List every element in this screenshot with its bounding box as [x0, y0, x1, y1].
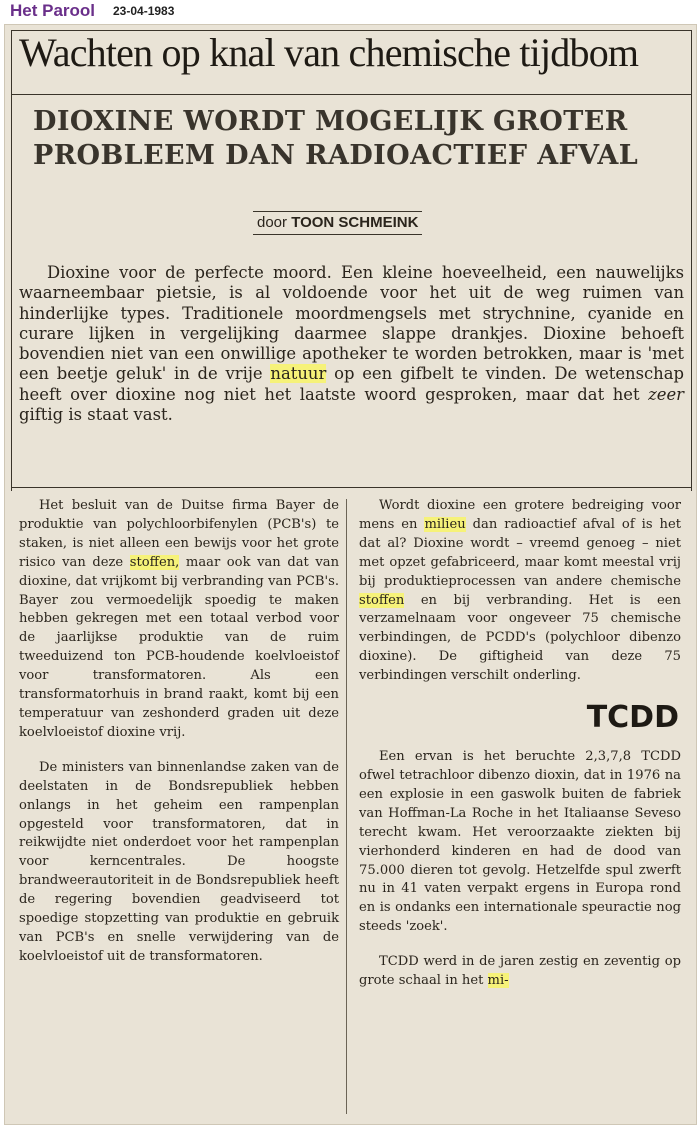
newspaper-name: Het Parool — [10, 1, 96, 20]
paragraph: Een ervan is het beruchte 2,3,7,8 TCDD ofwel tetrachloor dibenzo dioxin, dat in 1976 na een explosie in een gaswolk buiten de fabriek van Hoffman-La Roche in het Italiaanse Seveso terecht kwam. Het veroorzaakte ziekten bij vierhonderd kinderen en had de dood van 75.000 dieren tot gevolg. Hetzelfde spul zwerft nu in 41 vaten verpakt ergens in Europa rond en is ondanks een internationale speuractie nog steeds 'zoek'. — [359, 749, 681, 935]
paragraph-text: Het besluit van de Duitse firma Bayer de produktie van polychloorbifenylen (PCB's) te staken, is niet alleen een bewijs voor het grote risico van deze — [19, 498, 339, 570]
highlighted-word: mi- — [487, 973, 509, 989]
intro-text-1: Dioxine voor de perfecte moord. Een kleine hoeveelheid, een nauwelijks waarneembaar pietsie, is al voldoende voor het uit de weg ruimen van hinderlijke types. Traditionele moordmengsels met strychnine, cyanide en curare lijken in vergelijking daarmee slappe drankjes. Dioxine behoeft bovendien niet van een onwillige apotheker te worden betrokken, maar is 'met een beetje geluk' in de vrije — [19, 263, 684, 384]
section-divider — [11, 487, 692, 488]
paragraph — [359, 953, 681, 991]
subheadline — [33, 105, 683, 173]
paragraph — [19, 497, 339, 743]
subheadline-line-2: PROBLEEM DAN RADIOACTIEF AFVAL — [33, 140, 639, 171]
highlighted-word: natuur — [270, 364, 327, 384]
newspaper-clipping — [4, 24, 697, 1125]
emphasis-word: zeer — [648, 384, 684, 404]
column-rule — [346, 499, 347, 1114]
left-column — [19, 497, 339, 967]
highlighted-word: milieu — [424, 516, 466, 532]
paragraph-text: en bij verbranding. Het is een verzamelnaam voor ongeveer 75 chemische verbindingen, de PCDD's (polychloor dibenzo dioxine). De giftigheid van deze 75 verbindingen verschilt onderling. — [359, 592, 681, 684]
intro-text-3: giftig is staat vast. — [19, 405, 173, 425]
intro-text-2: op een gifbelt te vinden. De wetenschap heeft over dioxine nog niet het laatste woord gesproken, maar dat het — [19, 364, 684, 404]
paragraph-text: Wordt dioxine een grotere bedreiging voor mens en — [359, 498, 681, 532]
right-column — [359, 497, 681, 991]
paragraph-text: TCDD werd in de jaren zestig en zeventig op grote schaal in het — [359, 954, 681, 989]
byline — [253, 211, 422, 235]
publication-date: 23-04-1983 — [113, 4, 175, 18]
headline-rule — [11, 94, 692, 95]
highlighted-word: stoffen, — [129, 554, 180, 570]
highlighted-word: stoffen — [359, 592, 405, 608]
subheadline-line-1: DIOXINE WORDT MOGELIJK GROTER — [33, 106, 628, 137]
paragraph-text: maar ook van dat van dioxine, dat vrijkomt bij verbranding van PCB's. Bayer zou vermoedelijk spoedig te maken hebben gekregen met een totaal verbod voor de jaarlijkse produktie van de ruim tweeduizend ton PCB-houdende koelvloeistof voor transformatoren. Als een transformatorhuis in brand raakt, komt bij een temperatuur van zeshonderd graden uit deze koelvloeistof dioxine vrij. — [19, 554, 340, 740]
headline: Wachten op knal van chemische tijdbom — [19, 30, 639, 75]
byline-prefix: door — [257, 214, 288, 231]
byline-author: TOON SCHMEINK — [291, 214, 419, 231]
paragraph — [359, 497, 681, 686]
paragraph-text: dan radioactief afval of is het dat al? Dioxine wordt – vreemd genoeg – niet met opzet gefabriceerd, maar komt meestal vrij bij produktieprocessen van andere chemische — [359, 516, 681, 589]
section-heading: TCDD — [586, 700, 679, 736]
intro-paragraph — [19, 263, 684, 425]
source-header — [0, 0, 700, 22]
paragraph: De ministers van binnenlandse zaken van de deelstaten in de Bondsrepubliek hebben onlangs in het geheim een rampenplan opgesteld voor transformatoren, dat in reikwijdte niet onderdoet voor het rampenplan voor kerncentrales. De hoogste brandweerautoriteit in de Bondsrepubliek heeft de regering bovendien geadviseerd tot spoedige stopzetting van produktie en gebruik van PCB's en snelle verwijdering van de koelvloeistof uit de transformatoren. — [19, 759, 339, 964]
